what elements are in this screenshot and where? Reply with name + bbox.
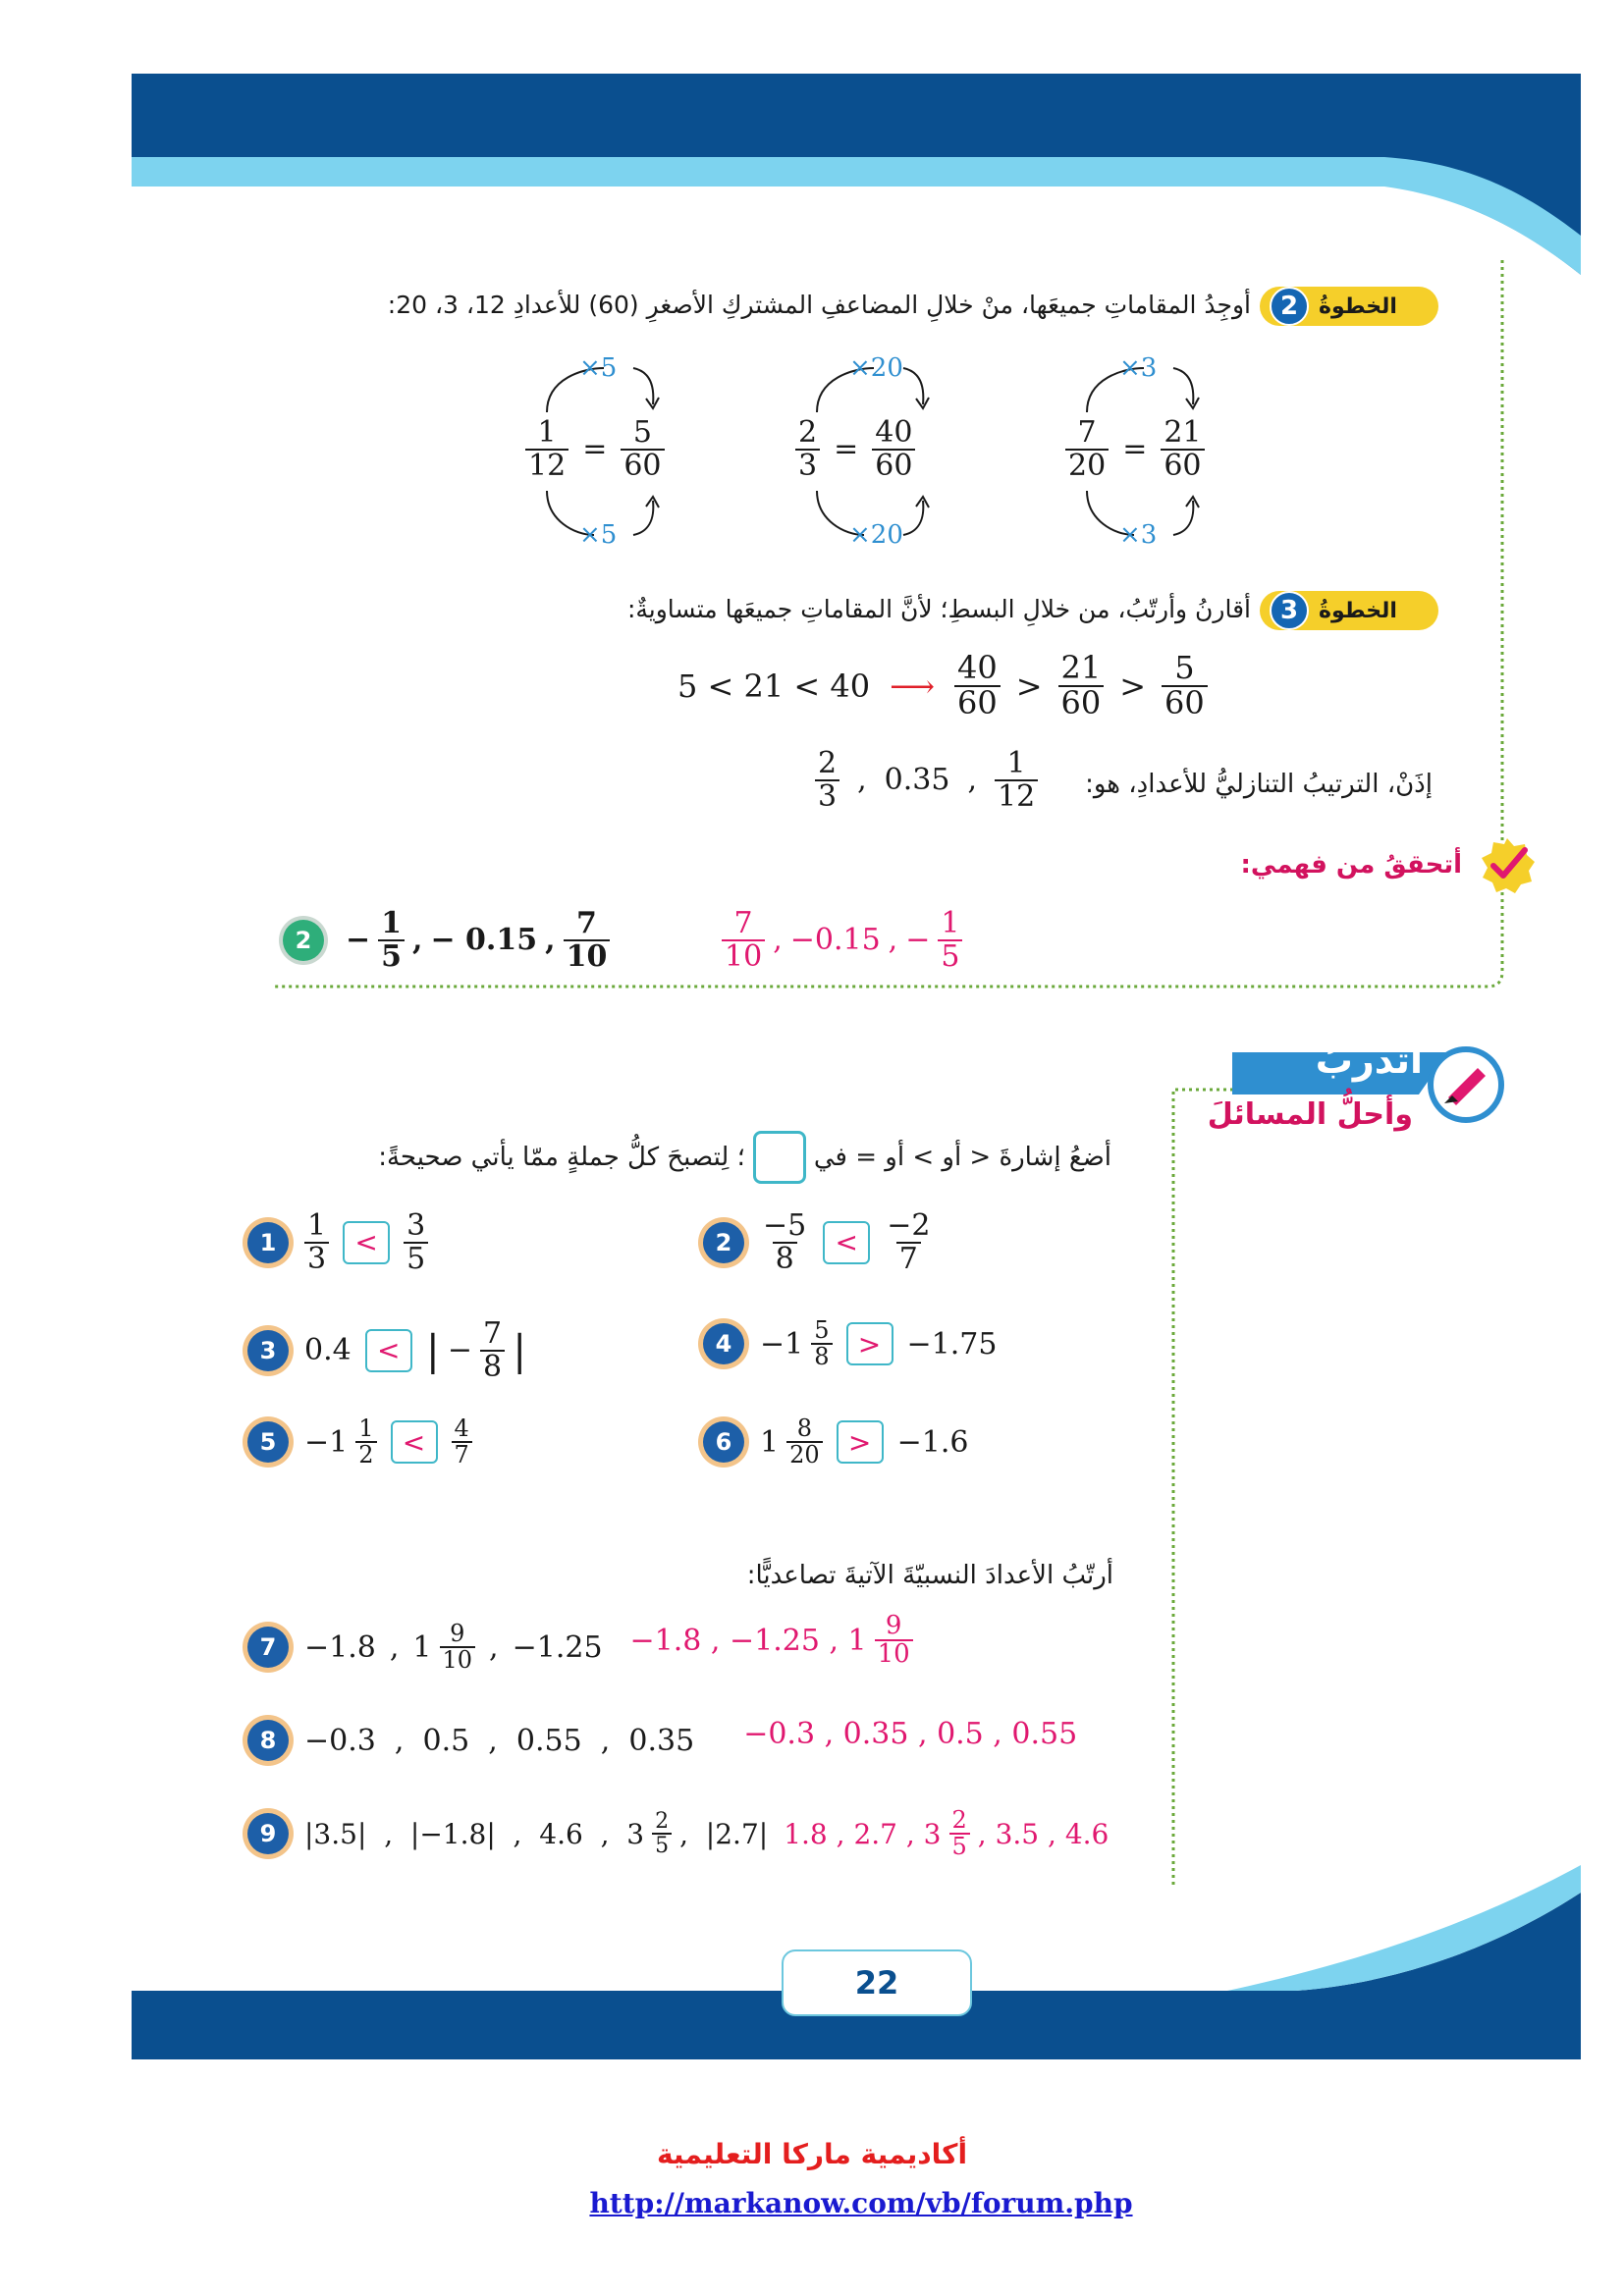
problem-text: |3.5| , |−1.8| , 4.6 , 3	[304, 1817, 645, 1850]
decimal-value: 0.4	[304, 1333, 352, 1367]
practice-item-9	[247, 1808, 1109, 1859]
comparison-answer-box[interactable]: <	[823, 1221, 870, 1264]
practice-title-bottom: وأحلُّ المسائلَ	[1207, 1097, 1413, 1132]
question-number: 4	[703, 1323, 744, 1364]
question-number: 3	[247, 1330, 289, 1371]
numerator-inequality: 5 < 21 < 40	[677, 667, 871, 705]
fraction: $\frac{5}{60}$	[1162, 652, 1208, 720]
comparison-answer-box[interactable]: <	[391, 1420, 438, 1464]
fraction: $\frac{21}{60}$	[1058, 652, 1105, 720]
check-question-number: 2	[283, 920, 324, 961]
question-number: 7	[247, 1627, 289, 1668]
equals-sign: =	[1122, 432, 1148, 466]
check-answer-2: $\frac{7}{10}$ , −0.15 , − $\frac{1}{5}$	[722, 908, 962, 972]
fraction: $\frac{4}{7}$	[452, 1416, 472, 1468]
fraction: $\frac{7}{8}$	[480, 1318, 505, 1382]
fraction: $\frac{8}{20}$	[786, 1416, 823, 1468]
mixed-number-whole: 1	[760, 1424, 780, 1460]
decimal-value: −1.6	[896, 1424, 969, 1460]
minus-sign: −	[346, 923, 371, 957]
check-problem-2: 2 − $\frac{1}{5}$ , − 0.15 , $\frac{7}{10}$	[283, 908, 610, 972]
decimal-value: −1.75	[906, 1326, 998, 1362]
question-number: 8	[247, 1720, 289, 1761]
question-number: 2	[703, 1222, 744, 1263]
multiplier-bottom: ×3	[1119, 520, 1158, 550]
equals-sign: =	[582, 432, 608, 466]
comparison-answer-box[interactable]: <	[343, 1221, 390, 1264]
conversion-diagram	[525, 353, 673, 550]
step-2-number: 2	[1270, 287, 1309, 326]
decimal-value: −0.15	[789, 923, 881, 957]
answer-text: , 3.5 , 4.6	[977, 1817, 1110, 1850]
rational-number: −1.25	[512, 1629, 603, 1665]
fraction: $\frac{1}{3}$	[304, 1210, 329, 1274]
mixed-number-whole: −1	[304, 1424, 349, 1460]
fraction: $\frac{3}{5}$	[404, 1210, 428, 1274]
step-3-badge	[1260, 591, 1438, 630]
step-2-label: الخطوةُ	[1319, 294, 1397, 319]
question-number: 1	[247, 1222, 289, 1263]
practice-item-8	[247, 1716, 1078, 1761]
descending-order: $\frac{2}{3}$ , 0.35 , $\frac{1}{12}$	[815, 748, 1038, 812]
decimal-value: 0.35	[884, 763, 950, 797]
step-3-text: أقارنُ وأرتّبُ، من خلالِ البسطِ؛ لأنَّ المقاماتِ جميعَها متساويةٌ:	[626, 595, 1251, 623]
rational-number: −1.8	[304, 1629, 376, 1665]
check-title: أتحققُ من فهمي:	[1240, 850, 1462, 880]
multiplier-top: ×3	[1119, 353, 1158, 383]
fraction: $\frac{1}{12}$	[525, 417, 568, 481]
decimal-value: − 0.15	[430, 923, 538, 957]
practice-item-3: 3 0.4 < | − $\frac{7}{8}$ |	[247, 1318, 526, 1382]
equivalent-fractions	[525, 417, 665, 481]
step-3-number: 3	[1270, 591, 1309, 630]
order-instruction: أرتّبُ الأعدادَ النسبيّةَ الآتيةَ تصاعديًّا:	[746, 1561, 1113, 1590]
equals-sign: =	[834, 432, 859, 466]
fraction: $\frac{7}{10}$	[722, 908, 765, 972]
step-3-comparison	[677, 649, 1208, 721]
greater-than-sign: >	[1015, 667, 1043, 705]
fraction: $\frac{40}{60}$	[872, 417, 915, 481]
fraction: $\frac{7}{10}$	[564, 908, 611, 972]
problem-text: −0.3 , 0.5 , 0.55 , 0.35	[304, 1723, 695, 1758]
comparison-answer-box[interactable]: >	[837, 1420, 884, 1464]
fraction: $\frac{-2}{7}$	[887, 1208, 931, 1276]
mixed-number-whole: −1	[760, 1326, 804, 1362]
question-number: 9	[247, 1813, 289, 1854]
greater-than-sign: >	[1119, 667, 1147, 705]
multiplier-bottom: ×5	[579, 520, 618, 550]
fraction: $\frac{9}{10}$	[875, 1613, 913, 1669]
fraction: $\frac{2}{3}$	[795, 417, 820, 481]
practice-item-5	[247, 1416, 472, 1468]
fraction: $\frac{9}{10}$	[440, 1622, 476, 1673]
fraction: $\frac{2}{5}$	[652, 1810, 672, 1857]
minus-sign: −	[905, 923, 931, 957]
fraction: $\frac{5}{8}$	[811, 1318, 832, 1369]
answer-text: 1.8 , 2.7 , 3	[784, 1817, 942, 1850]
practice-instruction	[378, 1131, 1111, 1184]
comparison-answer-box[interactable]: >	[846, 1322, 893, 1365]
fraction: $\frac{21}{60}$	[1161, 417, 1204, 481]
fraction: $\frac{1}{5}$	[938, 908, 962, 972]
fraction: $\frac{1}{12}$	[995, 748, 1038, 812]
practice-item-7: 7 −1.8 , 1 $\frac{9}{10}$ , −1.25 −1.8 , −1.25 , 1 $\frac{9}{10}$	[247, 1622, 913, 1673]
answer-text: −1.8 , −1.25 , 1	[629, 1623, 867, 1658]
question-number: 5	[247, 1421, 289, 1463]
answer-7	[629, 1610, 913, 1670]
fraction: $\frac{2}{3}$	[815, 748, 839, 812]
equivalent-fractions	[1065, 417, 1205, 481]
comparison-answer-box[interactable]: <	[365, 1329, 412, 1372]
conversion-diagram	[795, 353, 943, 550]
fraction: $\frac{2}{5}$	[949, 1808, 970, 1859]
mixed-number-whole: 1	[412, 1629, 432, 1665]
practice-item-4	[703, 1318, 997, 1369]
academy-name: أكاديمية ماركا التعليمية	[656, 2138, 968, 2170]
fraction: $\frac{40}{60}$	[954, 652, 1001, 720]
check-badge-icon	[1478, 836, 1537, 895]
practice-item-2	[703, 1210, 933, 1274]
arrow-icon: ⟶	[890, 667, 935, 705]
practice-title-top: أتدربُ	[1315, 1039, 1423, 1082]
practice-item-6	[703, 1416, 969, 1468]
forum-link[interactable]: http://markanow.com/vb/forum.php	[589, 2187, 1133, 2219]
fraction: $\frac{7}{20}$	[1065, 417, 1109, 481]
multiplier-top: ×5	[579, 353, 618, 383]
answer-8: −0.3 , 0.35 , 0.5 , 0.55	[743, 1716, 1078, 1751]
page-number: 22	[782, 1949, 972, 2016]
equivalent-fractions	[795, 417, 915, 481]
fraction: $\frac{5}{60}$	[621, 417, 664, 481]
fraction: $\frac{1}{2}$	[355, 1416, 376, 1468]
practice-item-1	[247, 1210, 428, 1274]
conversion-diagram	[1065, 353, 1213, 550]
multiplier-bottom: ×20	[849, 520, 903, 550]
multiplier-top: ×20	[849, 353, 903, 383]
problem-text: , |2.7|	[679, 1817, 769, 1850]
step-3-conclusion: إذَنْ، الترتيبُ التنازليُّ للأعدادِ، هو:	[1085, 770, 1433, 799]
fraction: $\frac{-5}{8}$	[763, 1208, 807, 1276]
step-2-badge	[1260, 287, 1438, 326]
instruction-text: أضعُ إشارةَ < أو > أو = في	[813, 1143, 1111, 1172]
answer-9	[784, 1808, 1109, 1859]
question-number: 6	[703, 1421, 744, 1463]
instruction-text-end: ؛ لِتصبحَ كلُّ جملةٍ ممّا يأتي صحيحةً:	[378, 1143, 745, 1172]
fraction: $\frac{1}{5}$	[378, 908, 405, 972]
answer-box-icon	[753, 1131, 806, 1184]
step-3-label: الخطوةُ	[1319, 598, 1397, 623]
step-2-text: أوجِدُ المقاماتِ جميعَها، منْ خلالِ المضاعفِ المشتركِ الأصغرِ (60) للأعدادِ 12، 3، 20:	[387, 291, 1251, 319]
